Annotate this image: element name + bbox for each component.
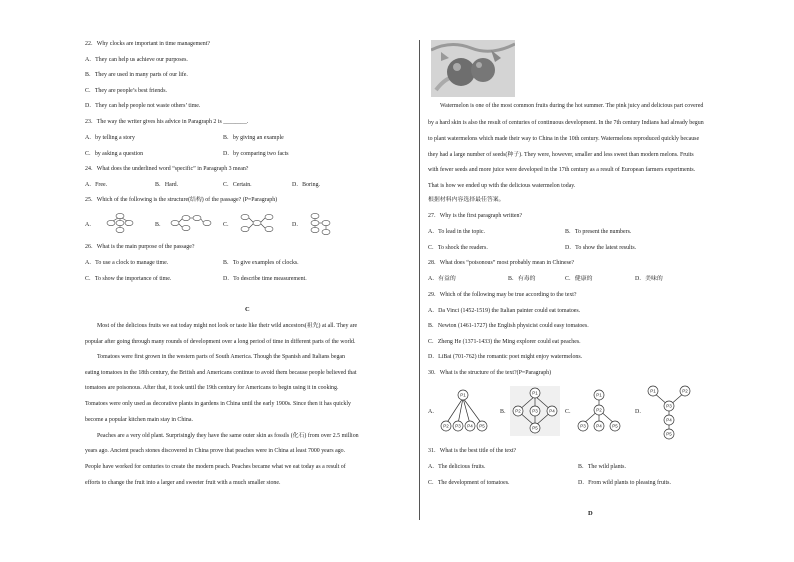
- passage-d-line-6: That is how we ended up with the delicious watermelon today.: [428, 183, 576, 189]
- q25-option-b[interactable]: B．: [155, 222, 165, 228]
- fruit-photo: [431, 40, 515, 97]
- passage-c-line-5: tomatoes are poisonous. After that, it took until the 19th century for Americans to begin using it in cooking.: [85, 385, 339, 391]
- q31-option-c[interactable]: C．The development of tomatoes.: [428, 480, 510, 486]
- q23-option-b[interactable]: B．by giving an example: [223, 135, 284, 141]
- q22-option-b[interactable]: B．They are used in many parts of our life.: [85, 72, 188, 78]
- q25-stem: 25．Which of the following is the structure(结构) of the passage? (P=Paragraph): [85, 197, 278, 203]
- q31-option-a[interactable]: A．The delicious fruits.: [428, 464, 486, 470]
- q24-stem: 24．What does the underlined word “specific” in Paragraph 3 mean?: [85, 166, 249, 172]
- q29-option-a[interactable]: A．Da Vinci (1452-1519) the Italian painter could eat tomatoes.: [428, 308, 581, 314]
- diagram-d-p2: P2: [682, 388, 688, 394]
- q25-diagram-b: [169, 214, 213, 232]
- q26-option-b[interactable]: B．To give examples of clocks.: [223, 260, 299, 266]
- q30-diagram-b: [510, 386, 560, 436]
- q28-option-c[interactable]: C．健康的: [565, 276, 593, 282]
- q30-option-b[interactable]: B．: [500, 409, 510, 415]
- q28-option-b[interactable]: B．有毒的: [508, 276, 536, 282]
- q25-diagram-a: [99, 212, 141, 234]
- passage-c-line-4: eating tomatoes in the 18th century, the British and Americans continue to avoid them because people believed that: [85, 370, 357, 376]
- diagram-b-p1: P1: [532, 390, 538, 396]
- diagram-b-p2: P2: [515, 408, 521, 414]
- q23-option-a[interactable]: A．by telling a story: [85, 135, 135, 141]
- passage-d-line-5: with fewer seeds and more juice were developed in the 17th century as a result of European farmers experiments.: [428, 167, 696, 173]
- q31-option-b[interactable]: B．The wild plants.: [578, 464, 626, 470]
- q23-option-d[interactable]: D．by comparing two facts: [223, 151, 289, 157]
- diagram-b-p5: P5: [532, 425, 538, 431]
- diagram-d-p4: P4: [666, 417, 672, 423]
- diagram-c-p2: P2: [596, 407, 602, 413]
- q23-stem: 23．The way the writer gives his advice in Paragraph 2 is ________.: [85, 119, 249, 125]
- diagram-a-p3: P3: [455, 423, 461, 429]
- q26-stem: 26．What is the main purpose of the passage?: [85, 244, 195, 250]
- q24-option-b[interactable]: B．Hard.: [155, 182, 179, 188]
- q30-diagram-d: [645, 384, 693, 442]
- passage-d-line-1: Watermelon is one of the most common fruits during the hot summer. The pink juicy and delicious part covered: [440, 103, 704, 109]
- passage-d-line-2: by a hard skin is also the result of centuries of continuous development. In the 7th century Indians had already begun: [428, 120, 704, 126]
- diagram-d-p5: P5: [666, 431, 672, 437]
- q30-option-c[interactable]: C．: [565, 409, 575, 415]
- passage-c-line-8: Peaches are a very old plant. Surprisingly they have the same outer skin as fossils (化石) from over 2.5 million: [97, 433, 359, 439]
- q30-diagram-a: [438, 388, 488, 434]
- diagram-d-p3: P3: [666, 403, 672, 409]
- q27-stem: 27．Why is the first paragraph written?: [428, 213, 523, 219]
- diagram-a-p4: P4: [467, 423, 473, 429]
- q30-option-d[interactable]: D．: [635, 409, 646, 415]
- q22-option-d[interactable]: D．They can help people not waste others’ time.: [85, 103, 201, 109]
- q27-option-d[interactable]: D．To show the latest results.: [565, 245, 637, 251]
- q25-diagram-c: [237, 212, 277, 234]
- q23-option-c[interactable]: C．by asking a question: [85, 151, 144, 157]
- q31-option-d[interactable]: D．From wild plants to pleasing fruits.: [578, 480, 671, 486]
- q26-option-d[interactable]: D．To describe time measurement.: [223, 276, 307, 282]
- passage-d-line-4: they had a large number of seeds(种子). They were, however, smaller and less sweet than modern melons. Fruits: [428, 152, 694, 158]
- instruction: 根据材料内容选择最佳答案。: [428, 197, 505, 203]
- q22-stem: 22．Why clocks are important in time management?: [85, 41, 210, 47]
- diagram-c-p1: P1: [596, 392, 602, 398]
- q29-stem: 29．Which of the following may be true according to the text?: [428, 292, 577, 298]
- q29-option-b[interactable]: B．Newton (1461-1727) the English physicist could easy tomatoes.: [428, 323, 589, 329]
- q25-diagram-d: [307, 212, 333, 236]
- column-divider: [419, 40, 420, 520]
- q24-option-d[interactable]: D．Boring.: [292, 182, 320, 188]
- section-c-heading: C: [245, 306, 250, 313]
- q30-option-a[interactable]: A．: [428, 409, 439, 415]
- q31-stem: 31．What is the best title of the text?: [428, 448, 517, 454]
- q24-option-c[interactable]: C．Certain.: [223, 182, 252, 188]
- q26-option-c[interactable]: C．To show the importance of time.: [85, 276, 172, 282]
- passage-c-line-2: popular after going through many rounds of development over a long period of time in different parts of the world.: [85, 339, 356, 345]
- q27-option-a[interactable]: A．To lead in the topic.: [428, 229, 486, 235]
- diagram-a-p1: P1: [460, 392, 466, 398]
- q28-option-a[interactable]: A．有益的: [428, 276, 456, 282]
- passage-c-line-3: Tomatoes were first grown in the western parts of South America. Though the Spanish and Italians began: [97, 354, 345, 360]
- q29-option-d[interactable]: D．LiBai (701-762) the romantic poet might enjoy watermelons.: [428, 354, 583, 360]
- passage-c-line-1: Most of the delicious fruits we eat today might not look or taste like their wild ancestors(祖先) at all. They are: [97, 323, 358, 329]
- diagram-d-p1: P1: [650, 388, 656, 394]
- q29-option-c[interactable]: C．Zheng He (1371-1433) the Ming explorer could eat peaches.: [428, 339, 581, 345]
- q22-option-c[interactable]: C．They are people’s best friends.: [85, 88, 167, 94]
- diagram-c-p4: P4: [596, 423, 602, 429]
- q27-option-c[interactable]: C．To shock the readers.: [428, 245, 488, 251]
- passage-d-line-3: to plant watermelons which made their way to China in the 10th century. Watermelons reproduced quickly because: [428, 136, 700, 142]
- diagram-b-p4: P4: [549, 408, 555, 414]
- passage-c-line-6: Tomatoes were only used as decorative plants in gardens in China until the early 1900s. Since then it has quickly: [85, 401, 351, 407]
- passage-c-line-7: become a popular kitchen main stay in China.: [85, 417, 193, 423]
- passage-c-line-11: efforts to change the fruit into a larger and sweeter fruit with a much smaller stone.: [85, 480, 281, 486]
- diagram-a-p5: P5: [479, 423, 485, 429]
- diagram-c-p5: P5: [612, 423, 618, 429]
- q25-option-d[interactable]: D．: [292, 222, 303, 228]
- q28-option-d[interactable]: D．美味的: [635, 276, 663, 282]
- q25-option-c[interactable]: C．: [223, 222, 233, 228]
- section-d-heading: D: [588, 510, 593, 517]
- q30-diagram-c: [575, 388, 623, 436]
- q22-option-a[interactable]: A．They can help us achieve our purposes.: [85, 57, 188, 63]
- q26-option-a[interactable]: A．To use a clock to manage time.: [85, 260, 169, 266]
- q27-option-b[interactable]: B．To present the numbers.: [565, 229, 632, 235]
- q30-stem: 30．What is the structure of the text?(P=Paragraph): [428, 370, 552, 376]
- diagram-b-p3: P3: [532, 408, 538, 414]
- diagram-a-p2: P2: [443, 423, 449, 429]
- q25-option-a[interactable]: A．: [85, 222, 96, 228]
- q28-stem: 28．What does “poisonous” most probably mean in Chinese?: [428, 260, 575, 266]
- passage-c-line-10: People have worked for centuries to create the modern peach. Peaches became what we eat today as a result of: [85, 464, 346, 470]
- q24-option-a[interactable]: A．Free.: [85, 182, 108, 188]
- passage-c-line-9: years ago. Ancient peach stones discovered in China prove that peaches were in China at least 7000 years ago.: [85, 448, 346, 454]
- diagram-c-p3: P3: [580, 423, 586, 429]
